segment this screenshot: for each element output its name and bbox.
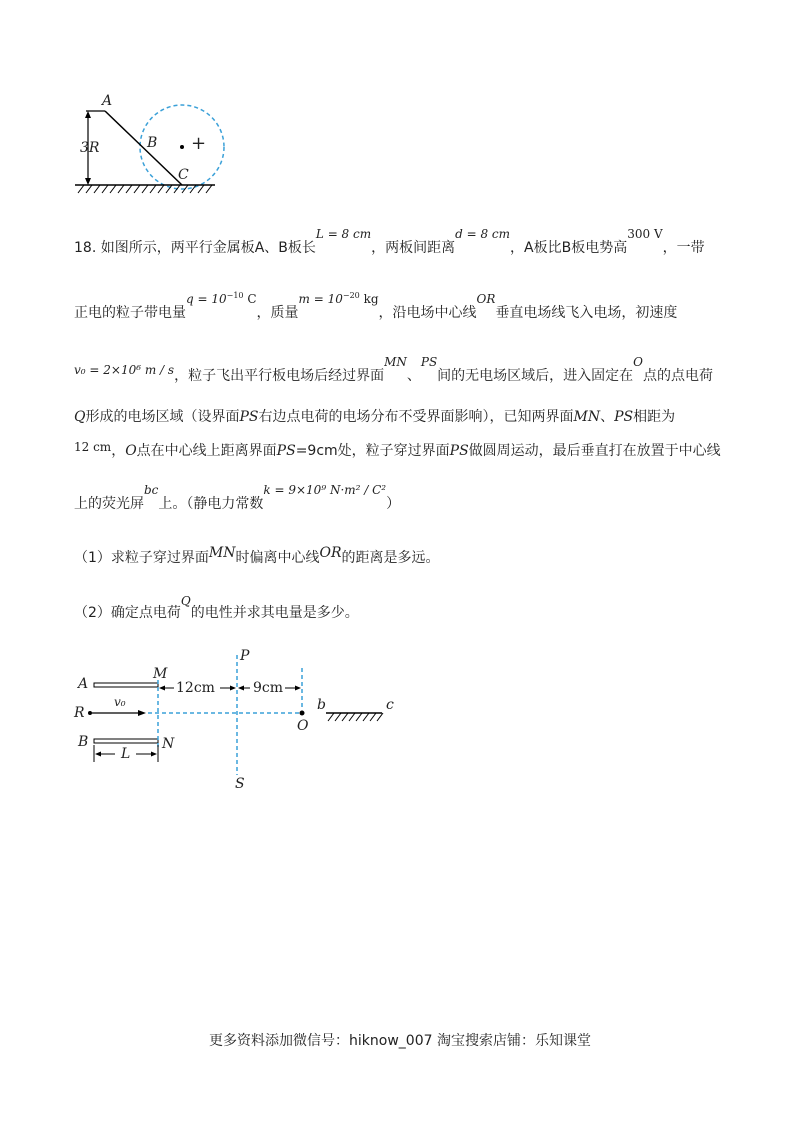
- label-O: O: [297, 718, 309, 734]
- label-c: c: [386, 697, 394, 713]
- math-m-exp: −20: [342, 291, 360, 300]
- problem-line-3: [74, 355, 714, 386]
- math-12cm: 12 cm: [74, 440, 112, 454]
- math-Q: Q: [180, 594, 191, 608]
- math-k: k = 9×10⁹ N·m² / C²: [263, 483, 387, 497]
- figure-deflection-svg: [70, 650, 420, 800]
- math-PS: PS: [614, 409, 634, 425]
- label-v0: v₀: [114, 695, 126, 709]
- math-PS: PS: [239, 409, 259, 425]
- dist-12-left-head: [159, 686, 165, 691]
- text: 上的荧光屏: [74, 496, 144, 512]
- point-R: [88, 711, 92, 715]
- text: 右边点电荷的电场分布不受界面影响），已知两界面: [258, 409, 574, 425]
- plate-B: [94, 739, 158, 743]
- label-plus: +: [191, 133, 207, 154]
- arrow-down-head: [85, 178, 91, 185]
- math-PS: PS: [420, 355, 438, 369]
- problem-number: 18.: [74, 240, 97, 256]
- text: 、: [406, 368, 421, 384]
- text: 正电的粒子带电量: [74, 305, 186, 321]
- text: ，粒子飞出平行板电场后经过界面: [174, 368, 385, 384]
- text: ，一带: [662, 240, 705, 256]
- label-b: b: [317, 697, 326, 713]
- problem-line-1: [74, 227, 705, 258]
- v0-arrow-head: [138, 710, 146, 716]
- text: （2）确定点电荷: [74, 605, 181, 621]
- plate-A: [94, 683, 158, 687]
- label-N: N: [162, 736, 175, 752]
- page-footer: 更多资料添加微信号：hiknow_007 淘宝搜索店铺：乐知课堂: [209, 1033, 591, 1049]
- label-P: P: [240, 648, 250, 664]
- dist-9-right-head: [295, 686, 301, 691]
- text: 的电性并求其电量是多少。: [190, 605, 359, 621]
- math-OR: OR: [319, 545, 342, 561]
- math-O: O: [633, 355, 644, 369]
- math-v0: v₀ = 2×10⁶ m / s: [74, 363, 175, 377]
- math-PS: PS: [449, 443, 469, 459]
- L-right-head: [151, 752, 157, 757]
- question-2: [74, 594, 359, 623]
- math-q-unit: C: [243, 292, 257, 306]
- math-q-exp: −10: [226, 291, 244, 300]
- problem-line-2: [74, 291, 678, 323]
- text: 点在中心线上距离界面: [136, 443, 277, 459]
- text: 的距离是多远。: [341, 550, 440, 566]
- label-R: R: [74, 705, 85, 721]
- text: 上。（静电力常数: [158, 496, 264, 512]
- text: ，质量: [256, 305, 299, 321]
- text: ，: [111, 443, 126, 459]
- math-O: O: [125, 443, 137, 459]
- label-A: A: [102, 93, 113, 109]
- incline-line: [105, 111, 182, 185]
- math-MN: MN: [573, 409, 601, 425]
- label-B: B: [78, 734, 89, 750]
- label-B: B: [147, 135, 158, 151]
- math-m: [299, 292, 379, 306]
- label-C: C: [178, 167, 189, 183]
- label-A: A: [78, 676, 89, 692]
- label-12cm: 12cm: [176, 680, 215, 696]
- point-O: [300, 711, 305, 716]
- math-d: d = 8 cm: [455, 227, 511, 241]
- text: ）: [386, 496, 401, 512]
- text: 如图所示，两平行金属板A、B板长: [100, 240, 316, 256]
- charge-dot: [180, 145, 184, 149]
- math-MN: MN: [208, 545, 236, 561]
- math-m-base: m = 10: [298, 292, 343, 306]
- screen-hatch: [328, 713, 383, 721]
- text: 形成的电场区域（设界面: [85, 409, 240, 425]
- text: （1）求粒子穿过界面: [74, 550, 209, 566]
- math-q-base: q = 10: [186, 292, 227, 306]
- text: 间的无电场区域后，进入固定在: [437, 368, 634, 384]
- math-Q: Q: [74, 409, 86, 425]
- text: ，沿电场中心线: [378, 305, 477, 321]
- text: 做圆周运动，最后垂直打在放置于中心线: [468, 443, 721, 459]
- ground-hatch: [78, 185, 212, 193]
- dist-9-left-head: [238, 686, 244, 691]
- text: 时偏离中心线: [235, 550, 320, 566]
- text: 相距为: [633, 409, 676, 425]
- label-S: S: [235, 776, 245, 792]
- problem-line-5: [74, 441, 721, 461]
- math-bc: bc: [144, 483, 159, 497]
- figure-deflection: [70, 650, 420, 800]
- text: =9cm处，粒子穿过界面: [295, 443, 450, 459]
- text: ，两板间距离: [371, 240, 456, 256]
- text: 、: [600, 409, 615, 425]
- arrow-up-head: [85, 111, 91, 118]
- text: 点的点电荷: [643, 368, 714, 384]
- math-m-unit: kg: [359, 292, 379, 306]
- label-M: M: [153, 666, 168, 682]
- L-left-head: [95, 752, 101, 757]
- math-L: L = 8 cm: [315, 227, 372, 241]
- figure-incline-circle: [70, 95, 240, 205]
- math-OR: OR: [476, 292, 496, 306]
- dist-12-right-head: [230, 686, 236, 691]
- question-1: [74, 545, 440, 568]
- problem-line-6: [74, 483, 401, 514]
- math-PS: PS: [276, 443, 296, 459]
- label-9cm: 9cm: [253, 680, 284, 696]
- text: ，A板比B板电势高: [510, 240, 628, 256]
- label-L: L: [121, 746, 131, 762]
- text: 垂直电场线飞入电场，初速度: [495, 305, 678, 321]
- math-MN: MN: [384, 355, 407, 369]
- label-3R: 3R: [80, 140, 100, 156]
- problem-line-4: [74, 407, 675, 427]
- math-voltage: 300 V: [627, 227, 663, 241]
- math-q: [186, 292, 257, 306]
